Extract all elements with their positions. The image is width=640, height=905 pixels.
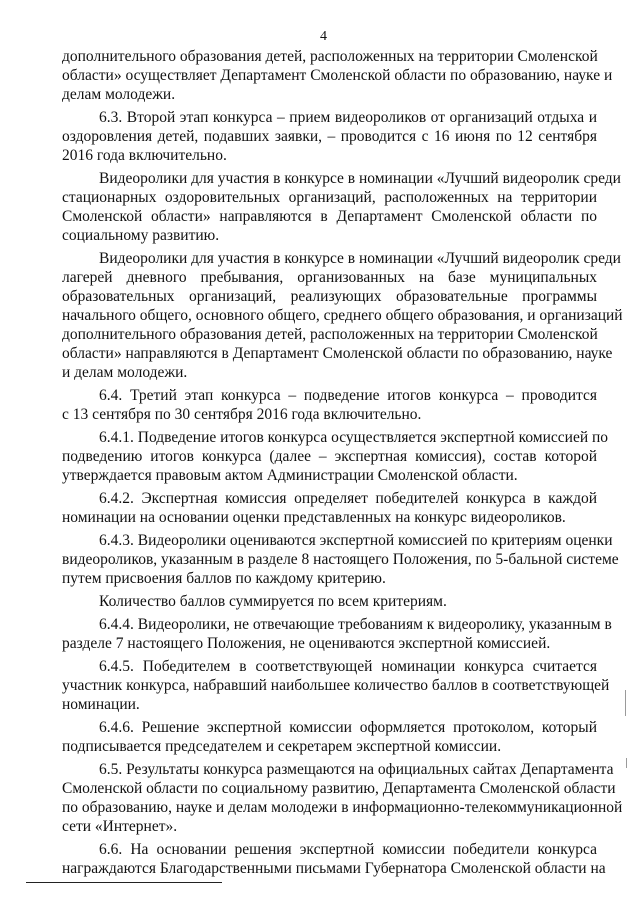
text-line: 6.4.1. Подведение итогов конкурса осуществляется экспертной комиссией по	[99, 429, 609, 446]
text-line: 2016 года включительно.	[62, 147, 227, 164]
text-line: номинации на основании оценки представленных на конкурс видеороликов.	[62, 509, 566, 526]
text-line: Количество баллов суммируется по всем критериям.	[99, 593, 447, 610]
text-line: путем присвоения баллов по каждому критерию.	[62, 570, 386, 587]
text-line: утверждается правовым актом Администрации Смоленской области.	[62, 467, 518, 484]
text-line: стационарных оздоровительных организаций, расположенных на территории	[62, 189, 597, 206]
text-line: 6.4.2. Экспертная комиссия определяет победителей конкурса в каждой	[99, 490, 597, 507]
text-line: 6.3. Второй этап конкурса – прием видеороликов от организаций отдыха и	[99, 109, 597, 126]
text-line: Смоленской области» направляются в Департамент Смоленской области по	[62, 208, 597, 225]
text-line: Видеоролики для участия в конкурсе в номинации «Лучший видеоролик среди	[99, 250, 621, 267]
text-line: с 13 сентября по 30 сентября 2016 года включительно.	[62, 406, 422, 423]
scan-artifact	[625, 690, 626, 716]
text-line: номинации.	[62, 696, 140, 713]
text-line: 6.4.4. Видеоролики, не отвечающие требованиям к видеоролику, указанным в	[99, 616, 612, 633]
text-line: начального общего, основного общего, среднего общего образования, и организаций	[62, 307, 623, 324]
footnote-divider	[26, 882, 222, 883]
text-line: Смоленской области по социальному развитию, Департамента Смоленской области	[62, 780, 616, 797]
page-number: 4	[320, 29, 327, 44]
text-line: дополнительного образования детей, расположенных на территории Смоленской	[62, 326, 598, 343]
scan-artifact	[626, 758, 627, 768]
text-line: Видеоролики для участия в конкурсе в номинации «Лучший видеоролик среди	[99, 170, 621, 187]
text-line: 6.5. Результаты конкурса размещаются на официальных сайтах Департамента	[99, 761, 614, 778]
text-line: подведению итогов конкурса (далее – экспертная комиссия), состав которой	[62, 448, 597, 465]
text-line: лагерей дневного пребывания, организованных на базе муниципальных	[62, 269, 597, 286]
text-line: делам молодежи.	[62, 86, 176, 103]
text-line: подписывается председателем и секретарем экспертной комиссии.	[62, 738, 502, 755]
text-line: участник конкурса, набравший наибольшее количество баллов в соответствующей	[62, 677, 610, 694]
text-line: видеороликов, указанным в разделе 8 настоящего Положения, по 5-бальной системе	[62, 551, 619, 568]
text-line: оздоровления детей, подавших заявки, – проводится с 16 июня по 12 сентября	[62, 128, 597, 145]
text-line: образовательных организаций, реализующих образовательные программы	[62, 288, 597, 305]
text-line: 6.4.5. Победителем в соответствующей номинации конкурса считается	[99, 658, 597, 675]
text-line: дополнительного образования детей, расположенных на территории Смоленской	[62, 48, 598, 65]
text-line: и делам молодежи.	[62, 364, 188, 381]
text-line: 6.4.6. Решение экспертной комиссии оформляется протоколом, который	[99, 719, 597, 736]
text-line: сети «Интернет».	[62, 818, 178, 835]
text-line: награждаются Благодарственными письмами Губернатора Смоленской области на	[62, 860, 606, 877]
text-line: области» направляются в Департамент Смоленской области по образованию, науке	[62, 345, 613, 362]
text-line: социальному развитию.	[62, 227, 220, 244]
text-line: 6.4. Третий этап конкурса – подведение итогов конкурса – проводится	[99, 387, 597, 404]
text-line: 6.6. На основании решения экспертной комиссии победители конкурса	[99, 841, 597, 858]
text-line: 6.4.3. Видеоролики оцениваются экспертной комиссией по критериям оценки	[99, 532, 613, 549]
text-line: по образованию, науке и делам молодежи в информационно-телекоммуникационной	[62, 799, 623, 816]
text-line: области» осуществляет Департамент Смоленской области по образованию, науке и	[62, 67, 613, 84]
text-line: разделе 7 настоящего Положения, не оцениваются экспертной комиссией.	[62, 635, 551, 652]
